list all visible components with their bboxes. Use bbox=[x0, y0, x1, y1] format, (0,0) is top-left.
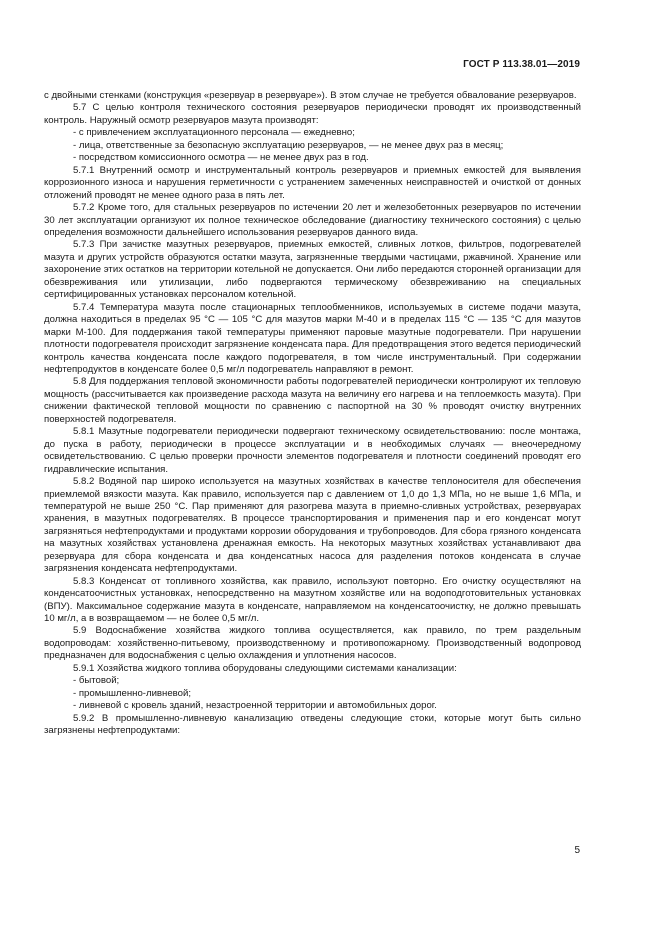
list-item: - лица, ответственные за безопасную эксплуатацию резервуаров, — не менее двух раз в месяц; bbox=[73, 139, 504, 151]
document-header: ГОСТ Р 113.38.01—2019 bbox=[463, 59, 580, 70]
list-item: - ливневой с кровель зданий, незастроенной территории и автомобильных дорог. bbox=[73, 700, 437, 712]
paragraph-5-7-2: 5.7.2 Кроме того, для стальных резервуаров по истечении 20 лет и железобетонных резервуаров по истечении 30 лет эксплуатации организуют их полное техническое обследование (диагностику технического состояния) с целью определения возможности дальнейшего использования резервуаров данного вида. bbox=[44, 202, 581, 238]
paragraph-5-9-2: 5.9.2 В промышленно-ливневую канализацию отведены следующие стоки, которые могут быть сильно загрязнены нефтепродуктами: bbox=[44, 712, 581, 737]
paragraph-5-7-3: 5.7.3 При зачистке мазутных резервуаров, приемных емкостей, сливных лотков, фильтров, подогревателей мазута и других устройств образуются остатки мазута, загрязненные твердыми частицами, ржавчиной. Хранение или захоронение этих остатков на территории котельной не допускается. Они либо передаются сторонней организации для обезвреживания или утилизации, либо подвергаются термическому обезвреживанию на специальных сертифицированных установках персоналом котельной. bbox=[44, 239, 581, 301]
paragraph-5-8-2: 5.8.2 Водяной пар широко используется на мазутных хозяйствах в качестве теплоносителя для обеспечения приемлемой вязкости мазута. Как правило, используется пар с давлением от 1,0 до 1,3 МПа, но не выше 1,6 МПа, и температурой не выше 250 °С. Пар применяют для разогрева мазута в приемно-сливных устройствах, резервуарах хранения, в мазутных подогревателях. В процессе транспортирования и применения пар и его конденсат могут загрязняться нефтепродуктами и продуктами коррозии оборудования и трубопроводов. Для сбора грязного конденсата на мазутных хозяйствах установлена дренажная емкость. На некоторых мазутных хозяйствах устанавливают два резервуара для сбора конденсата и два конденсатных насоса для разделения потоков конденсата в случае загрязнения конденсата нефтепродуктами. bbox=[44, 476, 581, 575]
list-item: - посредством комиссионного осмотра — не менее двух раз в год. bbox=[73, 152, 369, 164]
paragraph-5-8-1: 5.8.1 Мазутные подогреватели периодически подвергают техническому освидетельствованию: после монтажа, до пуска в работу, периодически в процессе эксплуатации и в необходимых случаях — внеочередному освидетельствованию. С целью проверки прочности элементов подогревателя и плотности соединений проводят его гидравлические испытания. bbox=[44, 426, 581, 475]
list-item: - бытовой; bbox=[73, 675, 120, 687]
paragraph-5-9: 5.9 Водоснабжение хозяйства жидкого топлива осуществляется, как правило, по трем раздельным водопроводам: хозяйственно-питьевому, производственному и противопожарному. Производственный водопровод предназначен для водоснабжения с целью охлаждения и уплотнения насосов. bbox=[44, 625, 581, 662]
page-body bbox=[44, 90, 581, 738]
paragraph-5-8-3: 5.8.3 Конденсат от топливного хозяйства, как правило, используют повторно. Его очистку осуществляют на конденсатоочистных установках, непосредственно на мазутном хозяйстве или на водоподготовительных установках (ВПУ). Максимальное содержание мазута в конденсате, направляемом на конденсатоочистку, не должно превышать 10 мг/л, а в возвращаемом — не более 0,5 мг/л. bbox=[44, 575, 581, 625]
paragraph-5-7: 5.7 С целью контроля технического состояния резервуаров периодически проводят их производственный контроль. Наружный осмотр резервуаров мазута производят: bbox=[44, 102, 581, 126]
paragraph-5-8: 5.8 Для поддержания тепловой экономичности работы подогревателей периодически контролируют их тепловую мощность (рассчитывается как произведение расхода мазута на величину его нагрева и на теплоемкость мазута). При снижении фактической тепловой мощности по сравнению с паспортной на 30 % проводят очистку внутренних поверхностей подогревателя. bbox=[44, 376, 581, 425]
paragraph-5-7-4: 5.7.4 Температура мазута после стационарных теплообменников, используемых в системе подачи мазута, должна находиться в пределах 95 °С — 105 °С для мазутов марки М-40 и в пределах 115 °С — 135 °С для мазутов марки М-100. Для поддержания такой температуры применяют паровые мазутные подогреватели. При нарушении плотности подогревателя происходит загрязнение конденсата пара. Для предотвращения этого ведется периодический контроль качества конденсата после каждого подогревателя, в том числе инструментальный. При содержании нефтепродуктов в конденсате более 0,5 мг/л подогреватель направляют в ремонт. bbox=[44, 301, 581, 375]
paragraph-continuation: с двойными стенками (конструкция «резервуар в резервуаре»). В этом случае не требуется обвалование резервуаров. bbox=[44, 90, 577, 101]
paragraph-5-9-1: 5.9.1 Хозяйства жидкого топлива оборудованы следующими системами канализации: bbox=[73, 662, 457, 674]
list-item: - промышленно-ливневой; bbox=[73, 687, 192, 699]
paragraph-5-7-1: 5.7.1 Внутренний осмотр и инструментальный контроль резервуаров и приемных емкостей для выявления коррозионного износа и нарушения герметичности с устранением замеченных неисправностей и очисткой от донных отложений проводят не менее одного раза в пять лет. bbox=[44, 164, 581, 201]
list-item: - с привлечением эксплуатационного персонала — ежедневно; bbox=[73, 127, 355, 139]
page-number: 5 bbox=[574, 845, 580, 856]
